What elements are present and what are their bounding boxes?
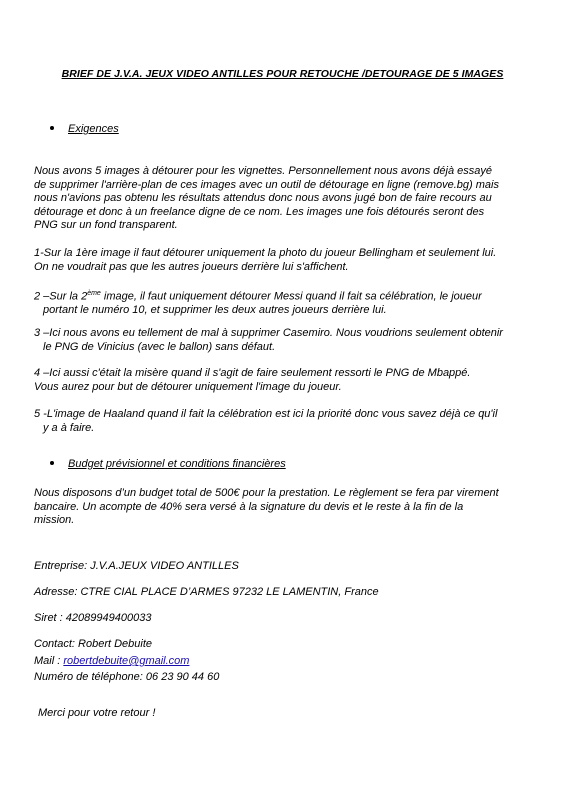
section-budget: [50, 458, 286, 470]
item-4-line: 4 –Ici aussi c'était la misère quand il s'agit de faire seulement ressorti le PNG de Mbappé.: [34, 367, 471, 379]
contact-name: Contact: Robert Debuite: [34, 638, 153, 650]
item-5-line: y a à faire.: [43, 421, 95, 434]
item-5-line: 5 -L'image de Haaland quand il fait la célébration est ici la priorité donc vous savez déjà ce qu'il: [34, 408, 498, 420]
intro-line: Nous avons 5 images à détourer pour les vignettes. Personnellement nous avons déjà essayé: [34, 165, 492, 177]
item-2-paragraph: [34, 287, 534, 318]
item-4-paragraph: [34, 367, 534, 394]
intro-line: PNG sur un fond transparent.: [34, 219, 178, 231]
section-heading-exigences: Exigences: [68, 123, 119, 135]
item-2-prefix: 2 –Sur la 2: [34, 290, 88, 303]
contact-telephone: Numéro de téléphone: 06 23 90 44 60: [34, 671, 220, 683]
bullet-icon: [50, 126, 54, 130]
intro-line: nous n'avions pas obtenu les résultats attendus donc nous avons jugé bon de faire recours au: [34, 192, 492, 204]
item-3-line: le PNG de Vinicius (avec le ballon) sans défaut.: [43, 340, 276, 353]
item-2-line: portant le numéro 10, et supprimer les deux autres joueurs derrière lui.: [43, 304, 387, 317]
closing-text: Merci pour votre retour !: [38, 707, 156, 719]
contact-siret: Siret : 42089949400033: [34, 612, 152, 624]
document-title: BRIEF DE J.V.A. JEUX VIDEO ANTILLES POUR RETOUCHE /DETOURAGE DE 5 IMAGES: [61, 68, 504, 80]
item-2-superscript: ème: [87, 290, 101, 297]
section-exigences: [50, 123, 119, 135]
bullet-icon: [50, 461, 54, 465]
item-2-line: [34, 287, 534, 304]
intro-line: détourage et donc à un freelance digne de ce nom. Les images une fois détourés seront des: [34, 205, 485, 218]
contact-mail-label: Mail :: [34, 655, 64, 667]
item-1-paragraph: [34, 247, 534, 274]
item-3-paragraph: [34, 327, 534, 354]
item-1-line: On ne voudrait pas que les autres joueurs derrière lui s'affichent.: [34, 260, 349, 273]
contact-adresse: Adresse: CTRE CIAL PLACE D’ARMES 97232 LE LAMENTIN, France: [34, 586, 379, 598]
budget-line: Nous disposons d’un budget total de 500€ pour la prestation. Le règlement se fera par virement: [34, 487, 499, 499]
section-heading-budget: Budget prévisionnel et conditions financières: [68, 458, 286, 470]
contact-entreprise: Entreprise: J.V.A.JEUX VIDEO ANTILLES: [34, 560, 239, 572]
intro-line: de supprimer l'arrière-plan de ces images avec un outil de détourage en ligne (remove.bg) mais: [34, 178, 499, 191]
budget-line: mission.: [34, 514, 75, 526]
item-2-suffix: image, il faut uniquement détourer Messi quand il fait sa célébration, le joueur: [100, 290, 482, 303]
budget-line: bancaire. Un acompte de 40% sera versé à la signature du devis et le reste à la fin de la: [34, 500, 464, 513]
contact-email-link[interactable]: robertdebuite@gmail.com: [63, 655, 190, 667]
contact-mail-row: [34, 655, 189, 667]
intro-paragraph: [34, 165, 534, 233]
item-1-line: 1-Sur la 1ère image il faut détourer uniquement la photo du joueur Bellingham et seulement lui.: [34, 247, 497, 259]
budget-paragraph: [34, 487, 534, 528]
item-5-paragraph: [34, 408, 534, 435]
item-4-line: Vous aurez pour but de détourer uniquement l'image du joueur.: [34, 380, 342, 393]
item-3-line: 3 –Ici nous avons eu tellement de mal à supprimer Casemiro. Nous voudrions seulement obtenir: [34, 327, 503, 339]
